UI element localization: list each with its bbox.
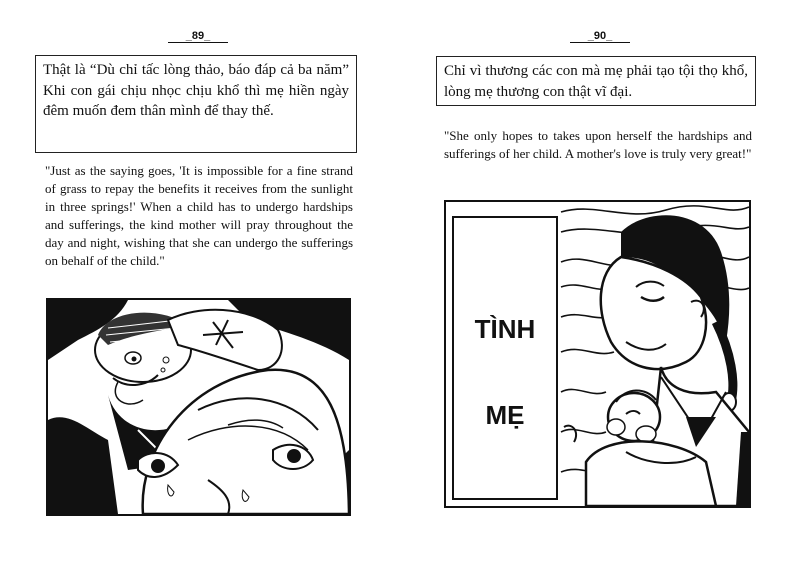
vietnamese-caption-box-right: Chỉ vì thương các con mà mẹ phải tạo tội thọ khổ, lòng mẹ thương con thật vĩ đại.	[436, 56, 756, 106]
english-caption-right: "She only hopes to takes upon herself the hardships and sufferings of her child. A mother's love is truly very great!"	[444, 128, 752, 161]
page-number-right: _90_	[570, 30, 630, 43]
english-caption-left: "Just as the saying goes, 'It is impossible for a fine strand of grass to repay the benefits it receives from the sunlight in three springs!' When a child has to undergo hardships and sufferings, the kind mother will pray throughout the day and night, wishing that she can undergo the sufferings on behalf of the child."	[45, 163, 353, 268]
comic-panel-right	[444, 200, 751, 508]
comic-panel-left	[46, 298, 351, 516]
page-number-left: _89_	[168, 30, 228, 43]
title-card	[452, 216, 558, 500]
right-page	[400, 0, 800, 566]
vietnamese-caption-box-left: Thật là “Dù chỉ tấc lòng thảo, báo đáp cả ba năm” Khi con gái chịu nhọc chịu khổ thì mẹ hiền ngày đêm muốn đem thân mình để thay thế.	[35, 55, 357, 153]
illustration-mother-daughter	[48, 300, 349, 514]
title-card-line-2: MẸ	[485, 400, 525, 430]
title-card-line-1: TÌNH	[474, 314, 536, 344]
